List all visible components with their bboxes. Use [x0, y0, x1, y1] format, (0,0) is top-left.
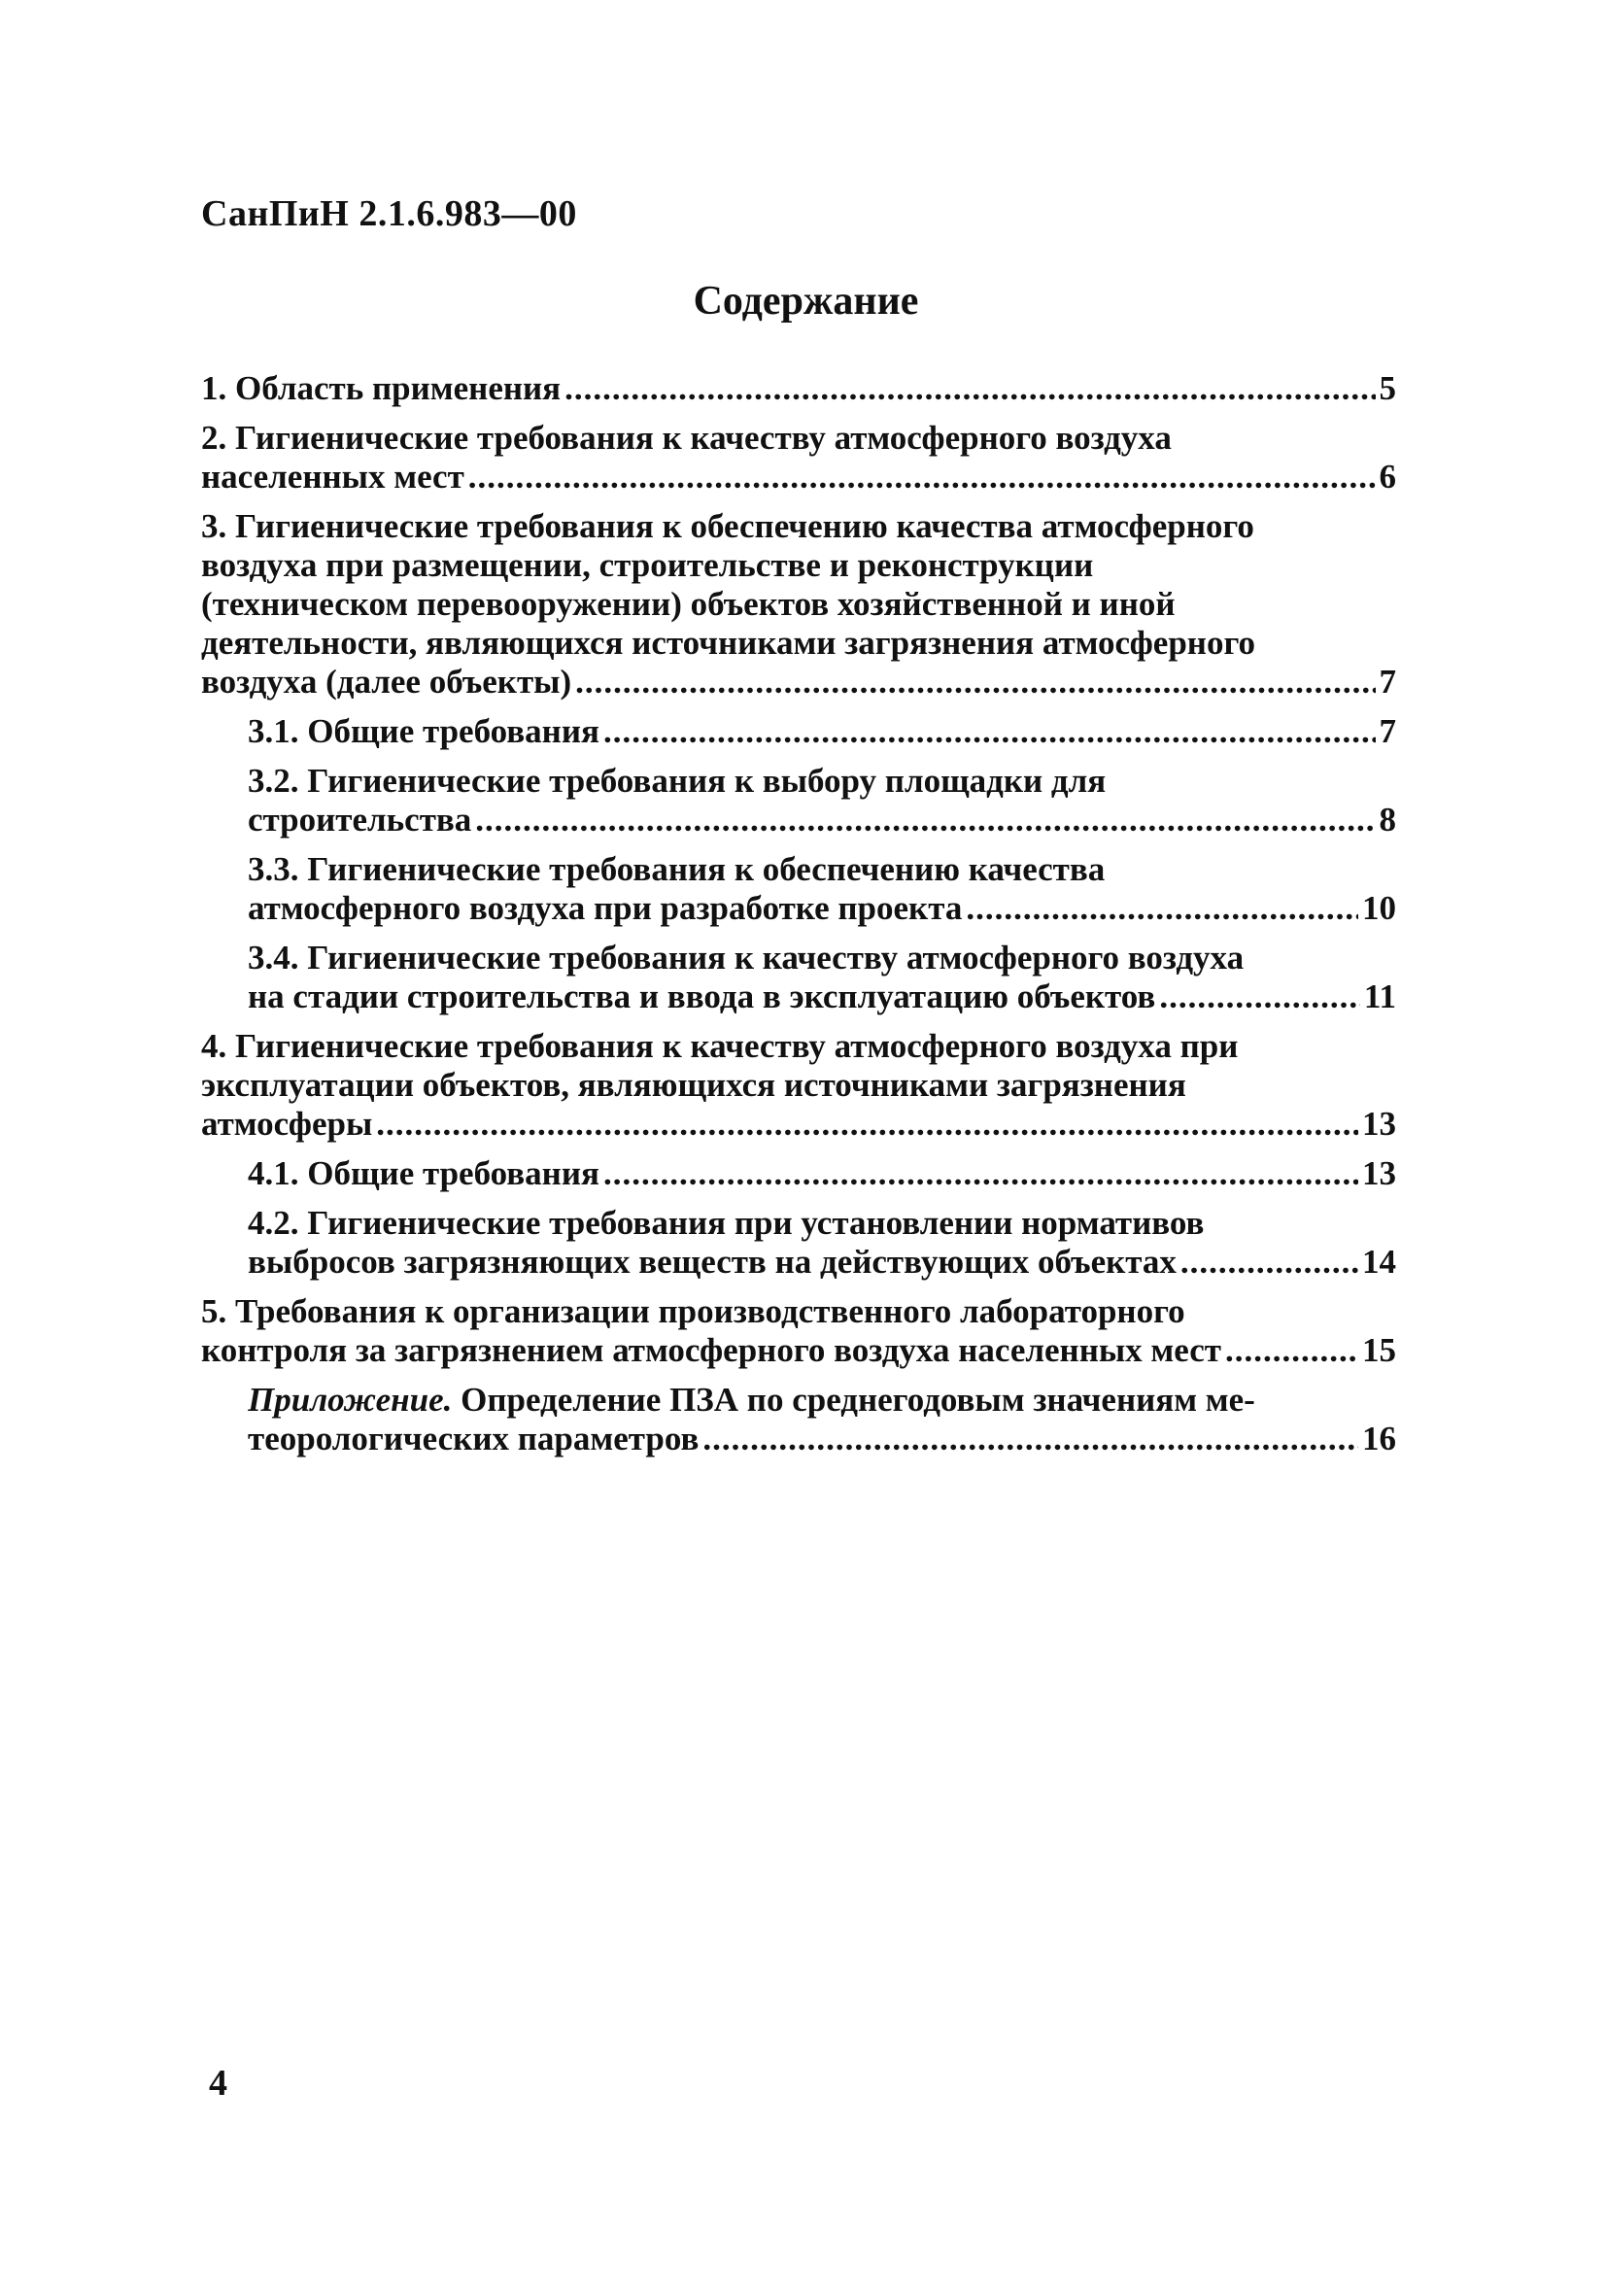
toc-entry-line: 3. Гигиенические требования к обеспечению качества атмосферного: [201, 507, 1254, 545]
dot-leader: [702, 1420, 1358, 1458]
toc-entry-line: 3.2. Гигиенические требования к выбору площадки для: [248, 762, 1107, 800]
toc-entry[interactable]: [201, 419, 1396, 497]
toc-entry-text: теорологических параметров: [248, 1420, 700, 1457]
toc-entry-last-line: [201, 458, 1396, 497]
dot-leader: [603, 712, 1376, 751]
toc-entry-last-line: [248, 1420, 1396, 1458]
toc-entry-last-line: [248, 1243, 1396, 1282]
toc-entry-text: 1. Область применения: [201, 369, 562, 407]
toc-entry-line: 5. Требования к организации производственного лабораторного: [201, 1292, 1185, 1330]
page-number: 4: [209, 2063, 227, 2104]
toc-entry-last-line: [248, 977, 1396, 1016]
dot-leader: [468, 458, 1376, 497]
appendix-title-text: Определение ПЗА по среднегодовым значениям ме-: [452, 1381, 1255, 1419]
toc-entry-line: 2. Гигиенические требования к качеству атмосферного воздуха: [201, 419, 1172, 457]
toc-entry-last-line: [201, 1105, 1396, 1144]
toc-entry-line: 3.3. Гигиенические требования к обеспечению качества: [248, 850, 1106, 888]
toc-page-number: 11: [1363, 977, 1396, 1015]
appendix-label: Приложение.: [248, 1381, 453, 1419]
page-title: [0, 278, 1606, 325]
title-text: Содержание: [693, 279, 919, 324]
dot-leader: [603, 1154, 1358, 1193]
toc-entry[interactable]: [201, 1027, 1396, 1144]
dot-leader: [575, 663, 1375, 702]
toc-entry-line: 4.2. Гигиенические требования при установлении нормативов: [248, 1204, 1205, 1242]
toc-entry[interactable]: [248, 1154, 1396, 1193]
toc-entry-line: 3.4. Гигиенические требования к качеству атмосферного воздуха: [248, 939, 1245, 977]
toc-page-number: 8: [1379, 801, 1396, 839]
toc-entry-text: атмосферы: [201, 1105, 373, 1143]
toc-entry[interactable]: [248, 712, 1396, 751]
toc-entry-line: 4. Гигиенические требования к качеству атмосферного воздуха при: [201, 1027, 1239, 1065]
toc-entry-text: на стадии строительства и ввода в эксплуатацию объектов: [248, 977, 1156, 1015]
toc-entry-text: населенных мест: [201, 458, 464, 496]
toc-page-number: 16: [1362, 1420, 1396, 1457]
table-of-contents: [201, 369, 1396, 1469]
toc-page-number: 7: [1379, 712, 1396, 750]
dot-leader: [1180, 1243, 1358, 1282]
toc-entry[interactable]: [248, 762, 1396, 840]
toc-page-number: 14: [1362, 1243, 1396, 1281]
dot-leader: [564, 369, 1375, 408]
toc-entry-last-line: [201, 1331, 1396, 1370]
toc-entry[interactable]: [248, 850, 1396, 928]
toc-entry[interactable]: [248, 1204, 1396, 1282]
dot-leader: [475, 801, 1375, 840]
toc-entry[interactable]: [248, 1381, 1396, 1458]
toc-entry[interactable]: [201, 1292, 1396, 1370]
toc-entry[interactable]: [201, 369, 1396, 408]
toc-entry-line: эксплуатации объектов, являющихся источниками загрязнения: [201, 1066, 1186, 1104]
toc-entry-text: контроля за загрязнением атмосферного воздуха населенных мест: [201, 1331, 1221, 1369]
toc-entry-text: 3.1. Общие требования: [248, 712, 599, 750]
toc-page-number: 13: [1362, 1105, 1396, 1143]
toc-entry-line: деятельности, являющихся источниками загрязнения атмосферного: [201, 624, 1255, 662]
toc-page-number: 13: [1362, 1154, 1396, 1192]
dot-leader: [376, 1105, 1358, 1144]
toc-entry-text: 4.1. Общие требования: [248, 1154, 599, 1192]
toc-entry-last-line: [201, 369, 1396, 408]
toc-page-number: 15: [1362, 1331, 1396, 1369]
toc-entry-line: (техническом перевооружении) объектов хозяйственной и иной: [201, 585, 1176, 623]
toc-entry-last-line: [248, 712, 1396, 751]
toc-entry-text: атмосферного воздуха при разработке проекта: [248, 889, 963, 927]
toc-page-number: 6: [1379, 458, 1396, 496]
toc-entry[interactable]: [248, 939, 1396, 1016]
toc-entry[interactable]: [201, 507, 1396, 702]
toc-page-number: 5: [1379, 369, 1396, 407]
toc-entry-last-line: [201, 663, 1396, 702]
document-code: СанПиН 2.1.6.983—00: [201, 193, 577, 234]
dot-leader: [966, 889, 1358, 928]
toc-entry-line: воздуха при размещении, строительстве и реконструкции: [201, 546, 1094, 584]
toc-entry-text: выбросов загрязняющих веществ на действующих объектах: [248, 1243, 1177, 1281]
toc-entry-text: воздуха (далее объекты): [201, 663, 572, 701]
toc-entry-text: строительства: [248, 801, 472, 839]
dot-leader: [1159, 977, 1360, 1016]
toc-entry-last-line: [248, 1154, 1396, 1193]
toc-entry-line: [248, 1381, 1396, 1420]
dot-leader: [1225, 1331, 1358, 1370]
toc-entry-last-line: [248, 801, 1396, 840]
toc-page-number: 10: [1362, 889, 1396, 927]
toc-entry-last-line: [248, 889, 1396, 928]
toc-page-number: 7: [1379, 663, 1396, 701]
